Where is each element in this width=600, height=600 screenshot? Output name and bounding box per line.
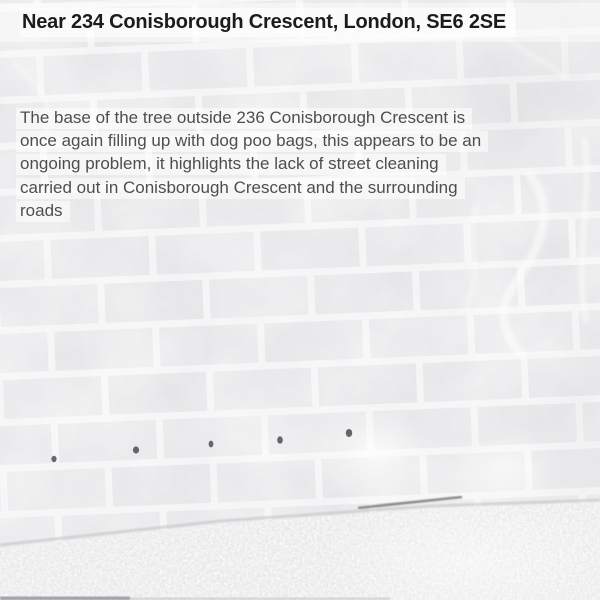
description-line-text: once again filling up with dog poo bags, this appears to be an [16,131,488,152]
description-line [16,108,594,131]
description-line [16,131,594,154]
description-line-text: carried out in Conisborough Crescent and the surrounding [16,178,465,199]
description-line [16,201,594,224]
description-line-text: roads [16,201,70,222]
title-band [0,3,600,42]
description-line-text: ongoing problem, it highlights the lack of street cleaning [16,154,446,175]
report-description [16,108,594,224]
description-line-text: The base of the tree outside 236 Conisborough Crescent is [16,108,472,129]
description-line [16,178,594,201]
report-location-title: Near 234 Conisborough Crescent, London, SE6 2SE [20,8,516,37]
description-line [16,154,594,177]
